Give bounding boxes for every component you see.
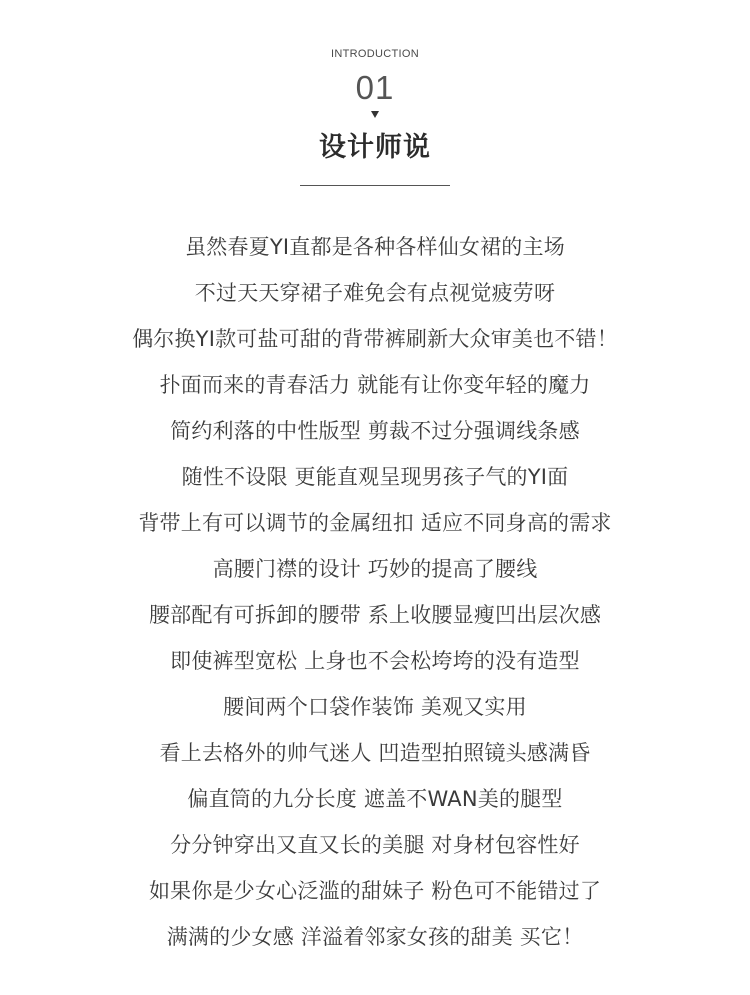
description-line: 如果你是少女心泛滥的甜妹子 粉色可不能错过了 <box>148 879 602 903</box>
description-line: 即使裤型宽松 上身也不会松垮垮的没有造型 <box>170 649 580 673</box>
section-title: 设计师说 <box>319 132 431 163</box>
triangle-down-icon <box>371 111 379 118</box>
description-line: 背带上有可以调节的金属纽扣 适应不同身高的需求 <box>138 511 612 535</box>
section-eyebrow: INTRODUCTION <box>331 48 419 60</box>
description-line: 腰部配有可拆卸的腰带 系上收腰显瘦凹出层次感 <box>148 603 602 627</box>
description-line: 高腰门襟的设计 巧妙的提高了腰线 <box>212 557 538 581</box>
title-divider <box>300 185 450 186</box>
description-line: 虽然春夏YI直都是各种各样仙女裙的主场 <box>185 235 565 259</box>
description-line: 腰间两个口袋作装饰 美观又实用 <box>223 695 527 719</box>
description-line: 分分钟穿出又直又长的美腿 对身材包容性好 <box>170 833 580 857</box>
description-line: 看上去格外的帅气迷人 凹造型拍照镜头感满昏 <box>159 741 591 765</box>
description-line: 偏直筒的九分长度 遮盖不WAN美的腿型 <box>187 787 563 811</box>
description-line: 满满的少女感 洋溢着邻家女孩的甜美 买它！ <box>166 925 584 949</box>
designer-description <box>0 224 750 960</box>
description-line: 不过天天穿裙子难免会有点视觉疲劳呀 <box>194 281 556 305</box>
description-line: 偶尔换YI款可盐可甜的背带裤刷新大众审美也不错！ <box>132 327 618 351</box>
section-number: 01 <box>355 69 395 106</box>
description-line: 随性不设限 更能直观呈现男孩子气的YI面 <box>181 465 569 489</box>
description-line: 简约利落的中性版型 剪裁不过分强调线条感 <box>170 419 580 443</box>
description-line: 扑面而来的青春活力 就能有让你变年轻的魔力 <box>159 373 591 397</box>
